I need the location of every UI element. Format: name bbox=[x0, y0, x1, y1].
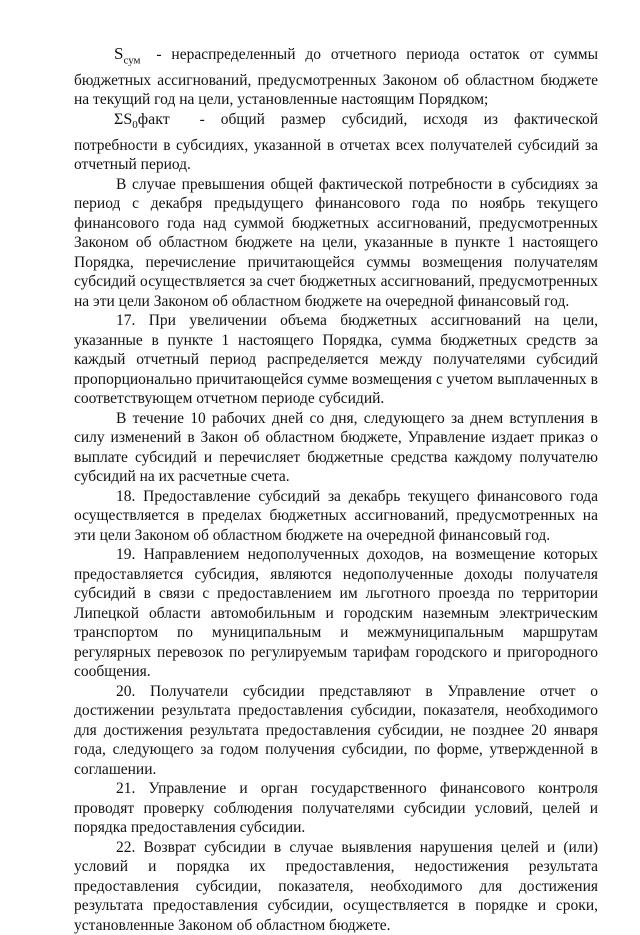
document-page bbox=[74, 44, 598, 935]
paragraph-19: 19. Направлением недополученных доходов, на возмещение которых предоставляется субсидия, являются недополученные доходы получателя субсидий в связи с предоставлением им льготного проезда по территории Липецкой области автомобильным и городским наземным электрическим транспортом по муниципальным и межмуниципальным маршрутам регулярных перевозок по регулируемым тарифам городского и пригородного сообщения. bbox=[74, 546, 598, 681]
formula-symbol-s-sum: $S_{сум}$ bbox=[114, 44, 141, 67]
formula-text: - нераспределенный до отчетного периода остаток от суммы бюджетных ассигнований, предусмотренных Законом об областном бюджете на текущий год на цели, установленные настоящим Порядком; bbox=[74, 46, 598, 109]
paragraph-17: 17. При увеличении объема бюджетных ассигнований на цели, указанные в пункте 1 настоящего Порядка, сумма бюджетных средств за каждый отчетный период распределяется между получателями субсидий пропорционально причитающейся сумме возмещения с учетом выплаченных в соответствующем отчетном периоде субсидий. bbox=[74, 312, 598, 408]
formula-definition-s-sum bbox=[74, 44, 598, 110]
paragraph-18: 18. Предоставление субсидий за декабрь текущего финансового года осуществляется в пределах бюджетных ассигнований, предусмотренных на эти цели Законом об областном бюджете на очередной финансовый год. bbox=[74, 487, 598, 544]
paragraph: В случае превышения общей фактической потребности в субсидиях за период с декабря предыдущего финансового года по ноябрь текущего финансового года над суммой бюджетных ассигнований, предусмотренных Законом об областном бюджете на цели, указанные в пункте 1 настоящего Порядка, перечисление причитающейся суммы возмещения получателям субсидий осуществляется за счет бюджетных ассигнований, предусмотренных на эти цели Законом об областном бюджете на очередной финансовый год. bbox=[74, 175, 598, 310]
paragraph-22: 22. Возврат субсидии в случае выявления нарушения целей и (или) условий и порядка их предоставления, недостижения результата предоставления субсидии, показателя, необходимого для достижения результата предоставления субсидии, осуществляется в порядке и сроки, установленные Законом об областном бюджете. bbox=[74, 838, 598, 934]
paragraph-20: 20. Получатели субсидии представляют в Управление отчет о достижении результата предоставления субсидии, показателя, необходимого для достижения результата предоставления субсидии, не позднее 20 января года, следующего за годом получения субсидии, по форме, утвержденной в соглашении. bbox=[74, 682, 598, 778]
formula-text: - общий размер субсидий, исходя из фактической потребности в субсидиях, указанной в отчетах всех получателей субсидий за отчетный период. bbox=[74, 110, 599, 174]
paragraph: В течение 10 рабочих дней со дня, следующего за днем вступления в силу изменений в Закон об областном бюджете, Управление издает приказ о выплате субсидий и перечисляет бюджетные средства каждому получателю субсидий на их расчетные счета. bbox=[74, 409, 598, 486]
formula-symbol-sum-s0-fact: $\Sigma S_0факт$ bbox=[114, 110, 170, 132]
formula-definition-sum-s0-fact bbox=[74, 110, 598, 175]
paragraph-21: 21. Управление и орган государственного финансового контроля проводят проверку соблюдения получателями субсидии условий, целей и порядка предоставления субсидии. bbox=[74, 780, 598, 837]
